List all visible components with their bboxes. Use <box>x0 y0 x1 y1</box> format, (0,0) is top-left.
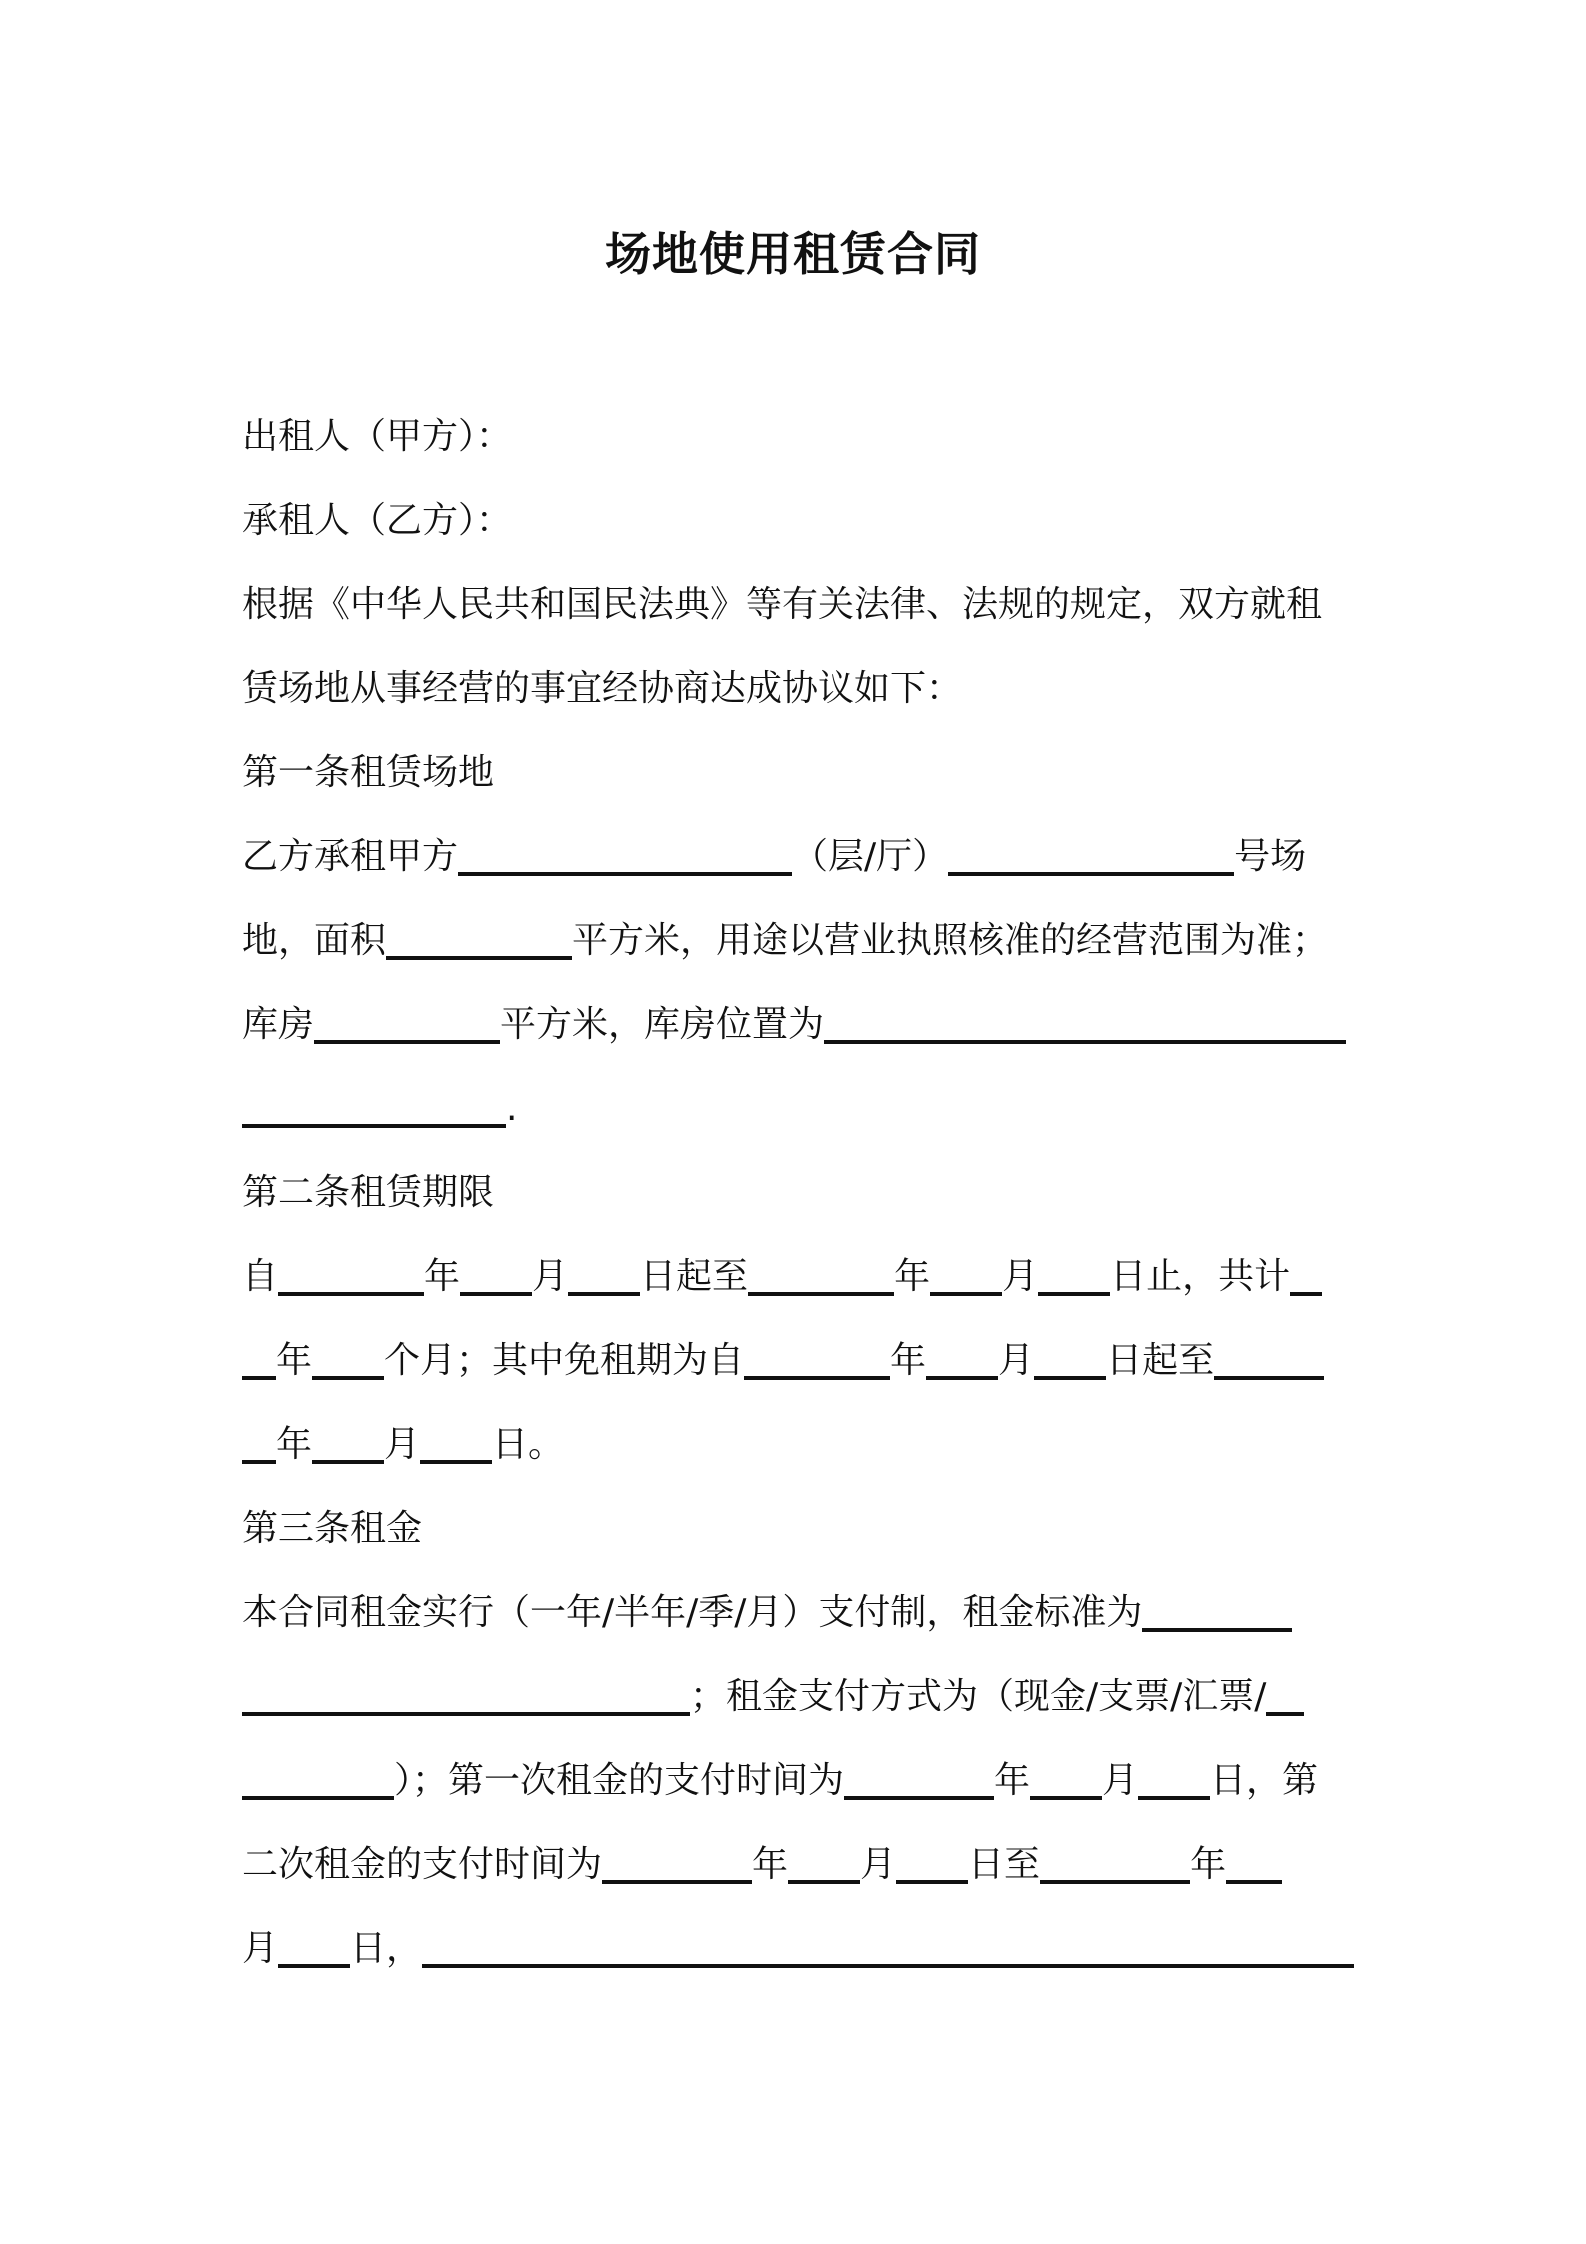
article-3-line-3 <box>242 1756 1352 1806</box>
article-2-line-2 <box>242 1336 1352 1386</box>
document-title: 场地使用租赁合同 <box>605 227 981 281</box>
free-end-month-blank[interactable] <box>312 1426 384 1464</box>
floor-blank[interactable] <box>458 838 792 876</box>
a1-l1-text-b: （层/厅） <box>792 836 949 877</box>
a1-l3-text-a: 库房 <box>242 1004 315 1045</box>
free-start-day-blank[interactable] <box>1034 1342 1106 1380</box>
article-3-line-4 <box>242 1840 1352 1890</box>
a1-l4-end: . <box>506 1088 518 1129</box>
a3-l4-y2: 年 <box>1190 1844 1227 1885</box>
a2-l1-d2: 日止，共计 <box>1110 1256 1291 1297</box>
start-month-blank[interactable] <box>460 1258 532 1296</box>
storage-location-blank[interactable] <box>824 1006 1346 1044</box>
area-blank[interactable] <box>386 922 572 960</box>
article-2-line-3 <box>242 1420 1352 1470</box>
start-year-blank[interactable] <box>278 1258 424 1296</box>
preamble-line-2 <box>242 664 1352 714</box>
a1-l2-text-a: 地，面积 <box>242 920 387 961</box>
a3-l3-d: 日，第 <box>1210 1760 1319 1801</box>
article-1-line-4 <box>242 1084 1352 1134</box>
article-1-heading <box>242 748 1352 798</box>
start-day-blank[interactable] <box>568 1258 640 1296</box>
total-months-blank[interactable] <box>312 1342 384 1380</box>
preamble-text-1: 根据《中华人民共和国民法典》等有关法律、法规的规定，双方就租 <box>242 584 1323 625</box>
additional-terms-blank[interactable] <box>422 1930 1354 1968</box>
party-a-line <box>242 412 1352 462</box>
site-number-blank[interactable] <box>948 838 1234 876</box>
article-2-heading-text: 第二条租赁期限 <box>242 1172 495 1213</box>
a2-l1-zi: 自 <box>242 1256 279 1297</box>
free-end-year-blank-cont[interactable] <box>242 1426 276 1464</box>
article-1-line-3 <box>242 1000 1352 1050</box>
a3-l4-y: 年 <box>752 1844 789 1885</box>
free-start-month-blank[interactable] <box>926 1342 998 1380</box>
second-pay-start-year-blank[interactable] <box>602 1846 752 1884</box>
article-2-line-1 <box>242 1252 1352 1302</box>
first-pay-day-blank[interactable] <box>1138 1762 1210 1800</box>
a3-l2-text: ；租金支付方式为（现金/支票/汇票/ <box>690 1676 1267 1717</box>
end-day-blank[interactable] <box>1038 1258 1110 1296</box>
article-3-line-5 <box>242 1924 1352 1974</box>
article-3-heading-text: 第三条租金 <box>242 1508 423 1549</box>
a2-l1-m2: 月 <box>1002 1256 1039 1297</box>
a2-l2-d2: 日起至 <box>1106 1340 1215 1381</box>
party-b-label: 承租人（乙方）： <box>242 500 513 541</box>
second-pay-end-month-blank[interactable] <box>1226 1846 1282 1884</box>
a1-l1-text-a: 乙方承租甲方 <box>242 836 459 877</box>
total-years-blank-cont[interactable] <box>242 1342 276 1380</box>
second-pay-end-year-blank[interactable] <box>1040 1846 1190 1884</box>
a1-l1-text-c: 号场 <box>1234 836 1307 877</box>
second-pay-end-day-blank[interactable] <box>278 1930 350 1968</box>
article-1-heading-text: 第一条租赁场地 <box>242 752 495 793</box>
free-end-day-blank[interactable] <box>420 1426 492 1464</box>
a2-l2-m2: 月 <box>998 1340 1035 1381</box>
payment-method-blank[interactable] <box>1266 1678 1304 1716</box>
a1-l2-text-b: 平方米，用途以营业执照核准的经营范围为准； <box>572 920 1329 961</box>
preamble-line-1 <box>242 580 1352 630</box>
a3-l5-m: 月 <box>242 1928 279 1969</box>
free-start-year-blank[interactable] <box>744 1342 890 1380</box>
free-end-year-blank[interactable] <box>1214 1342 1324 1380</box>
a3-l3-m: 月 <box>1102 1760 1139 1801</box>
article-1-line-1 <box>242 832 1352 882</box>
total-years-blank[interactable] <box>1290 1258 1322 1296</box>
a3-l3-y: 年 <box>994 1760 1031 1801</box>
a3-l3-text-a: ）；第一次租金的支付时间为 <box>394 1760 845 1801</box>
first-pay-year-blank[interactable] <box>844 1762 994 1800</box>
a2-l1-y1: 年 <box>424 1256 461 1297</box>
second-pay-start-month-blank[interactable] <box>788 1846 860 1884</box>
storage-location-blank-2[interactable] <box>242 1090 506 1128</box>
party-b-line <box>242 496 1352 546</box>
a3-l1-text: 本合同租金实行（一年/半年/季/月）支付制，租金标准为 <box>242 1592 1143 1633</box>
a2-l2-months: 个月；其中免租期为自 <box>384 1340 745 1381</box>
a2-l1-m1: 月 <box>532 1256 569 1297</box>
rent-standard-blank-2[interactable] <box>242 1678 690 1716</box>
article-3-line-1 <box>242 1588 1352 1638</box>
party-a-label: 出租人（甲方）： <box>242 416 513 457</box>
a2-l1-d1: 日起至 <box>640 1256 749 1297</box>
a3-l4-d: 日至 <box>968 1844 1041 1885</box>
end-month-blank[interactable] <box>930 1258 1002 1296</box>
preamble-text-2: 赁场地从事经营的事宜经协商达成协议如下： <box>242 668 963 709</box>
a2-l3-d: 日。 <box>492 1424 565 1465</box>
article-1-line-2 <box>242 916 1352 966</box>
article-3-heading <box>242 1504 1352 1554</box>
a2-l2-y2: 年 <box>890 1340 927 1381</box>
a3-l4-m: 月 <box>860 1844 897 1885</box>
a2-l1-y2: 年 <box>894 1256 931 1297</box>
a3-l5-d: 日， <box>350 1928 423 1969</box>
a2-l2-y: 年 <box>276 1340 313 1381</box>
a2-l3-m: 月 <box>384 1424 421 1465</box>
rent-standard-blank[interactable] <box>1142 1594 1292 1632</box>
a2-l3-y: 年 <box>276 1424 313 1465</box>
storage-area-blank[interactable] <box>314 1006 500 1044</box>
a1-l3-text-b: 平方米，库房位置为 <box>500 1004 825 1045</box>
end-year-blank[interactable] <box>748 1258 894 1296</box>
payment-method-blank-2[interactable] <box>242 1762 394 1800</box>
article-3-line-2 <box>242 1672 1352 1722</box>
article-2-heading <box>242 1168 1352 1218</box>
first-pay-month-blank[interactable] <box>1030 1762 1102 1800</box>
a3-l4-text-a: 二次租金的支付时间为 <box>242 1844 603 1885</box>
second-pay-start-day-blank[interactable] <box>896 1846 968 1884</box>
